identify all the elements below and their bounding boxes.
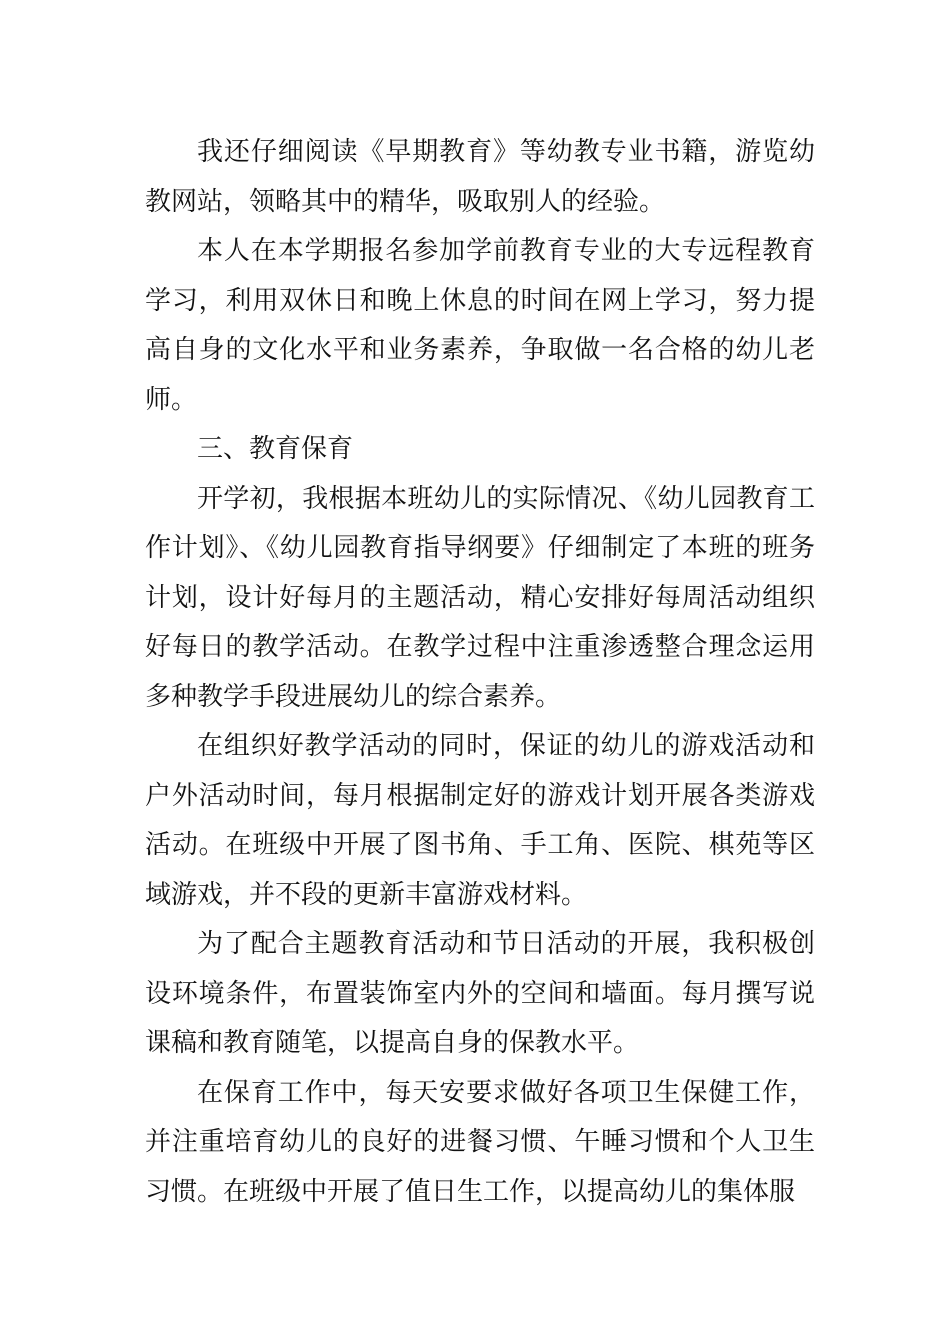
paragraph-games: 在组织好教学活动的同时，保证的幼儿的游戏活动和户外活动时间，每月根据制定好的游戏计划开展各类游戏活动。在班级中开展了图书角、手工角、医院、棋苑等区域游戏，并不段的更新丰富游戏材料。 <box>145 731 815 910</box>
paragraph-distance-learning: 本人在本学期报名参加学前教育专业的大专远程教育学习，利用双休日和晚上休息的时间在网上学习，努力提高自身的文化水平和业务素养，争取做一名合格的幼儿老师。 <box>145 236 815 415</box>
paragraph-environment: 为了配合主题教育活动和节日活动的开展，我积极创设环境条件，布置装饰室内外的空间和墙面。每月撰写说课稿和教育随笔，以提高自身的保教水平。 <box>145 929 815 1058</box>
paragraph-planning: 开学初，我根据本班幼儿的实际情况、《幼儿园教育工作计划》、《幼儿园教育指导纲要》仔细制定了本班的班务计划，设计好每月的主题活动，精心安排好每周活动组织好每日的教学活动。在教学过程中注重渗透整合理念运用多种教学手段进展幼儿的综合素养。 <box>145 483 815 712</box>
section-heading-education-care: 三、教育保育 <box>197 434 354 464</box>
paragraph-care-work: 在保育工作中，每天安要求做好各项卫生保健工作，并注重培育幼儿的良好的进餐习惯、午睡习惯和个人卫生习惯。在班级中开展了值日生工作，以提高幼儿的集体服 <box>145 1077 815 1207</box>
paragraph-reading: 我还仔细阅读《早期教育》等幼教专业书籍，游览幼教网站，领略其中的精华，吸取别人的经验。 <box>145 137 815 217</box>
document-body <box>145 128 815 1217</box>
